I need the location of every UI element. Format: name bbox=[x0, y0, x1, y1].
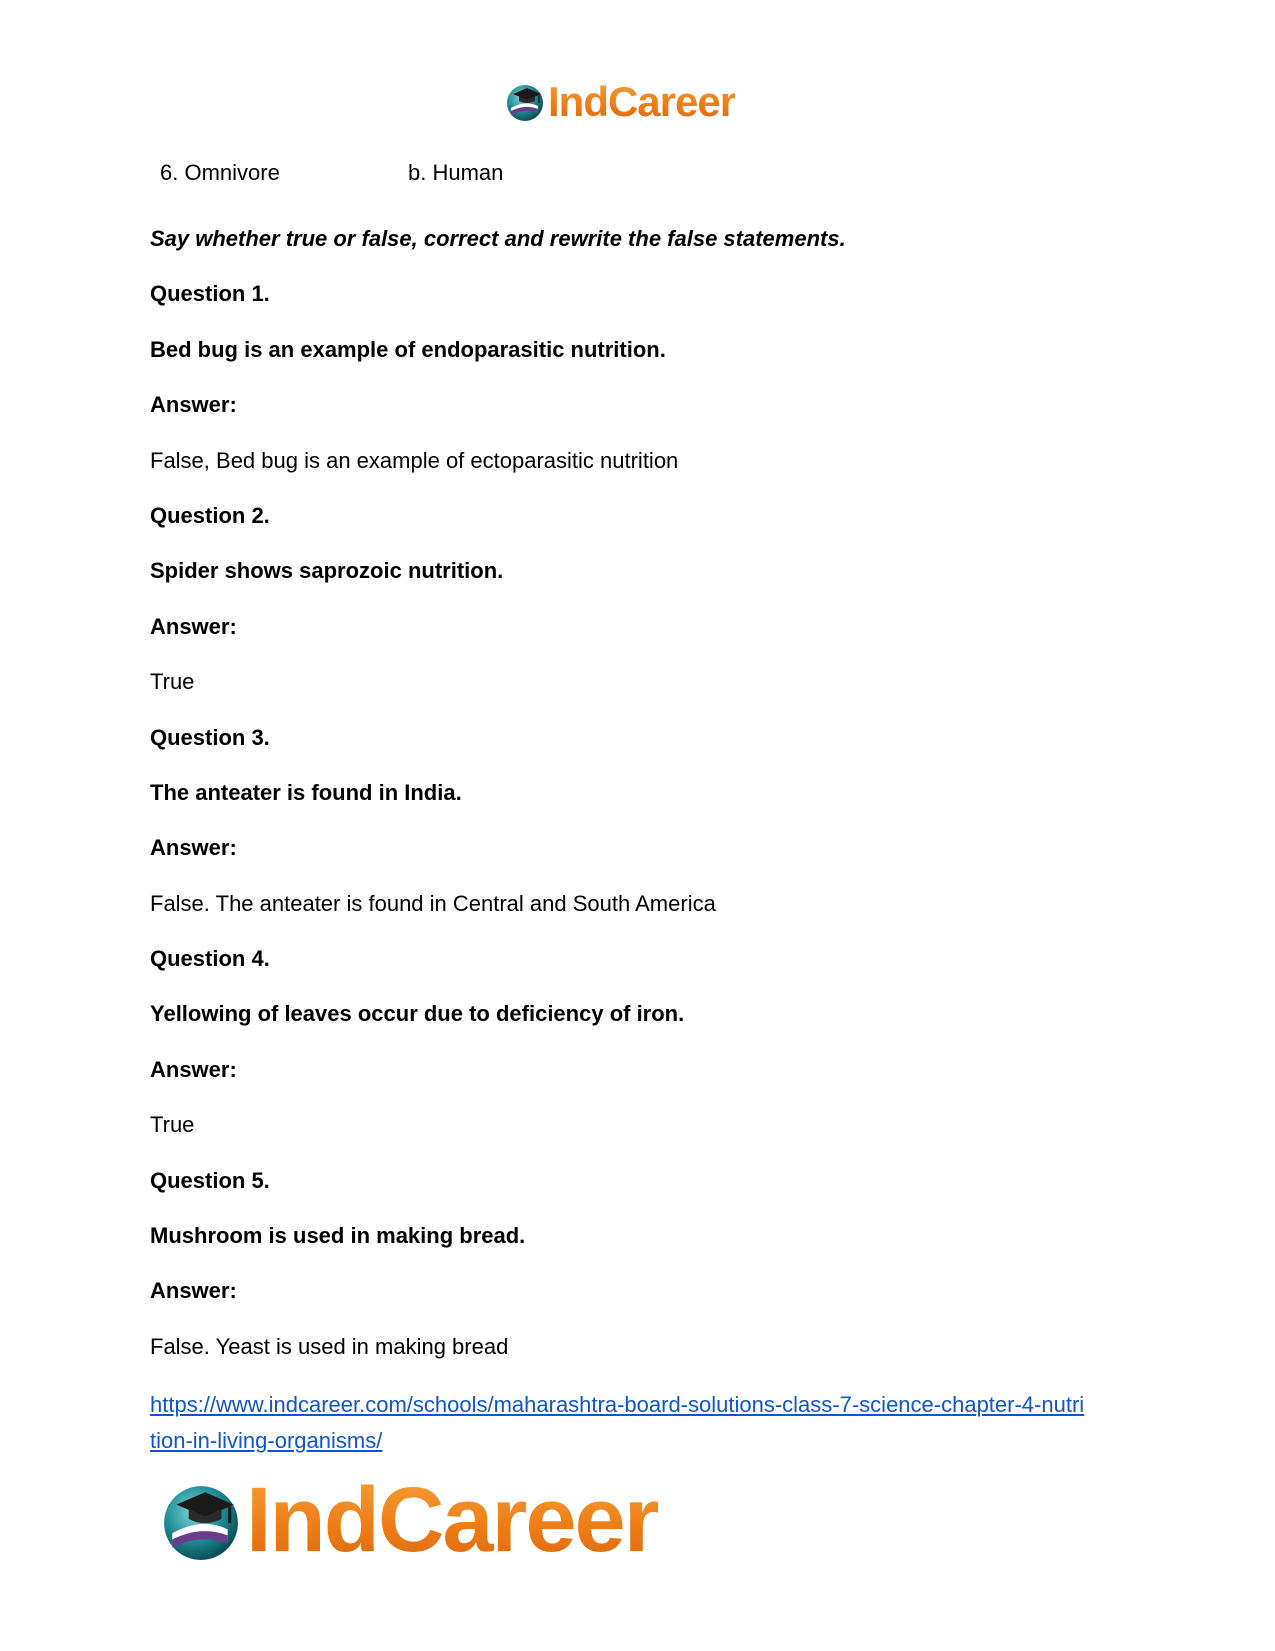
section-title: Say whether true or false, correct and rewrite the false statements. bbox=[150, 226, 846, 251]
question-number: Question 4. bbox=[150, 946, 270, 972]
question-statement: The anteater is found in India. bbox=[150, 779, 462, 805]
question-block bbox=[150, 723, 1130, 919]
source-link-line2[interactable]: tion-in-living-organisms/ bbox=[150, 1428, 383, 1454]
question-block bbox=[150, 944, 1130, 1140]
answer-label: Answer: bbox=[150, 613, 237, 639]
indcareer-logo-header bbox=[505, 78, 735, 126]
match-left: 6. Omnivore bbox=[160, 160, 280, 185]
indcareer-logo-footer bbox=[160, 1468, 658, 1573]
logo-wordmark: IndCareer bbox=[246, 1469, 658, 1571]
match-right: b. Human bbox=[408, 160, 504, 185]
answer-label: Answer: bbox=[150, 1056, 237, 1082]
question-block bbox=[150, 501, 1130, 697]
question-statement: Spider shows saprozoic nutrition. bbox=[150, 558, 504, 584]
question-block bbox=[150, 279, 1130, 475]
document-body bbox=[150, 224, 1130, 1459]
question-statement: Bed bug is an example of endoparasitic nutrition. bbox=[150, 336, 666, 362]
question-number: Question 3. bbox=[150, 724, 270, 750]
graduation-book-icon bbox=[505, 82, 545, 122]
answer-text: False. The anteater is found in Central and South America bbox=[150, 890, 716, 916]
answer-text: True bbox=[150, 1112, 195, 1138]
answer-label: Answer: bbox=[150, 1278, 237, 1304]
answer-label: Answer: bbox=[150, 835, 237, 861]
answer-text: True bbox=[150, 669, 195, 695]
logo-wordmark: IndCareer bbox=[548, 78, 736, 125]
question-number: Question 5. bbox=[150, 1167, 270, 1193]
answer-text: False. Yeast is used in making bread bbox=[150, 1333, 509, 1359]
question-statement: Mushroom is used in making bread. bbox=[150, 1223, 526, 1249]
answer-text: False, Bed bug is an example of ectoparasitic nutrition bbox=[150, 447, 679, 473]
question-statement: Yellowing of leaves occur due to deficiency of iron. bbox=[150, 1001, 685, 1027]
question-number: Question 1. bbox=[150, 281, 270, 307]
source-link-line1[interactable]: https://www.indcareer.com/schools/maharashtra-board-solutions-class-7-science-chapter-4-nutri bbox=[150, 1392, 1085, 1418]
answer-label: Answer: bbox=[150, 392, 237, 418]
graduation-book-icon bbox=[160, 1480, 242, 1562]
question-block bbox=[150, 1166, 1130, 1362]
question-number: Question 2. bbox=[150, 502, 270, 528]
source-link[interactable] bbox=[150, 1387, 1130, 1459]
